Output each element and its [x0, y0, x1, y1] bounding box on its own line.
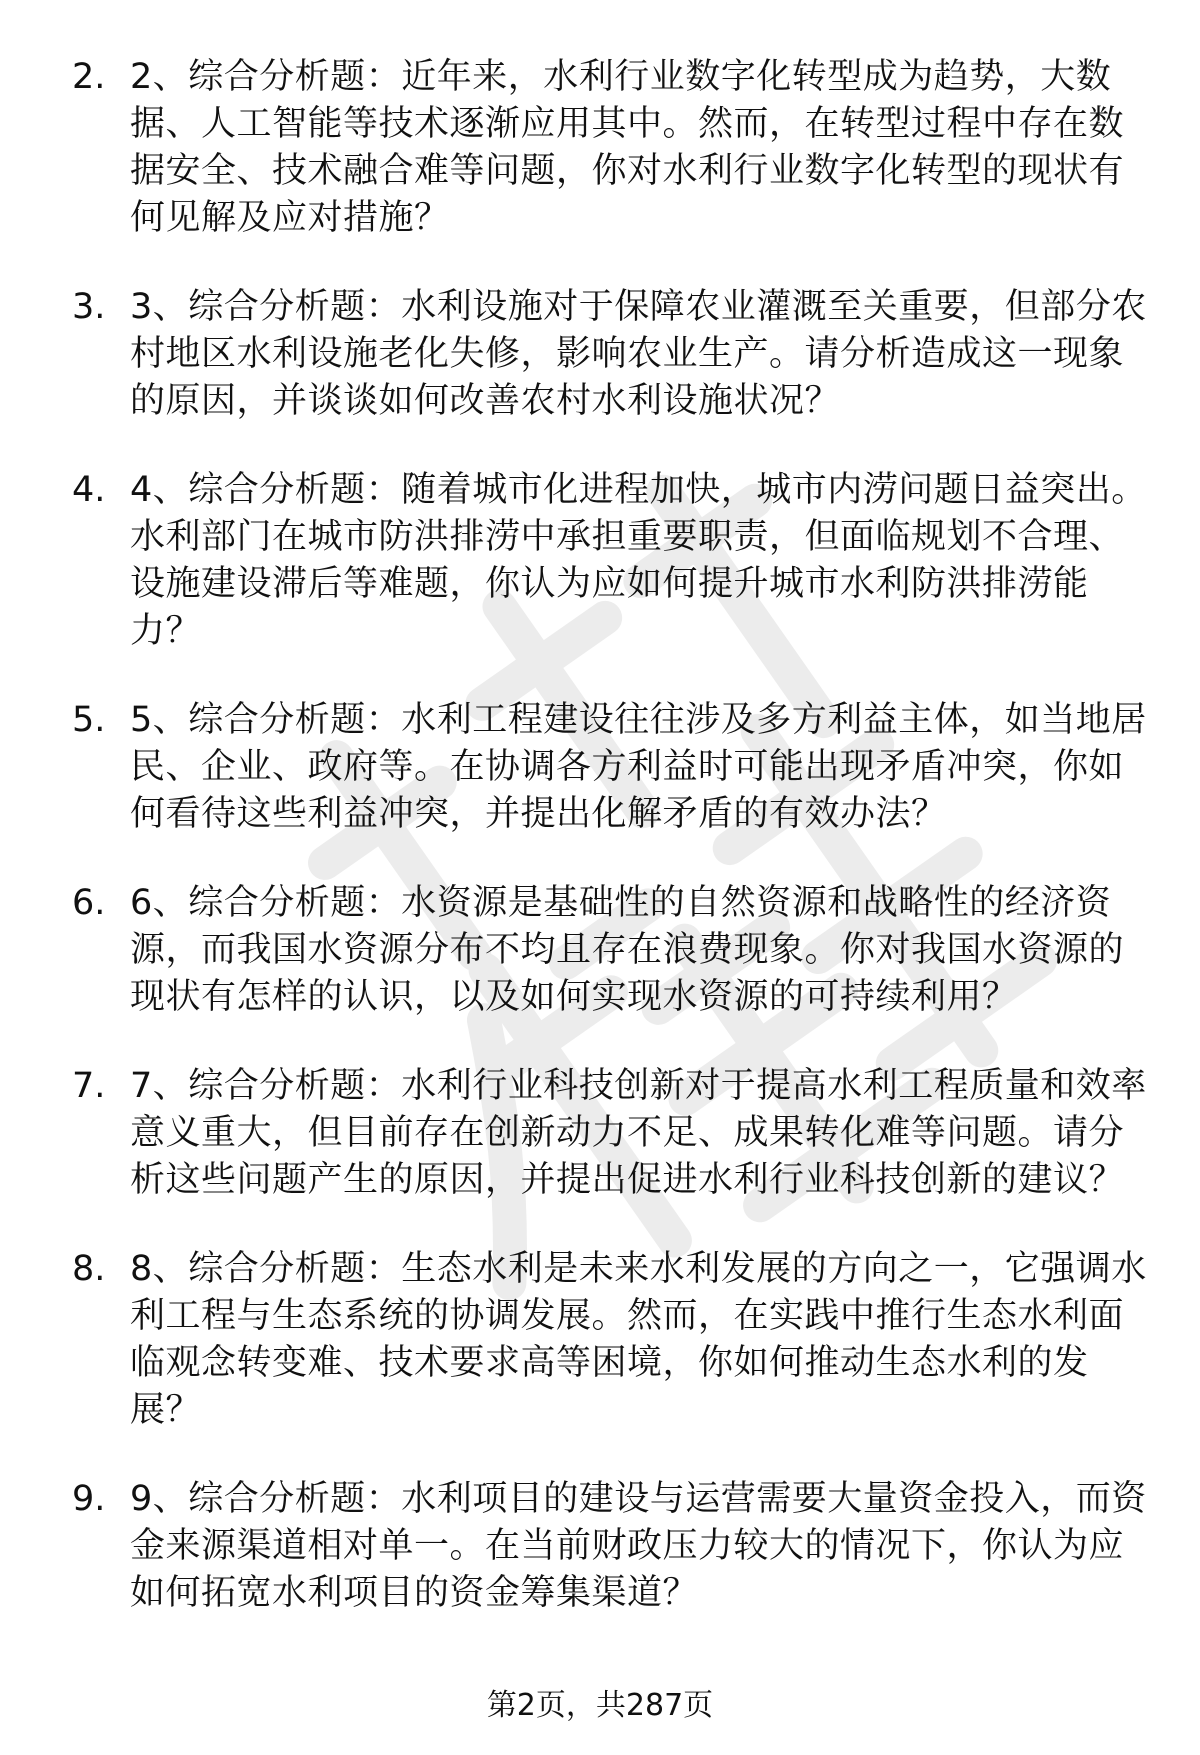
page-footer: 第2页，共287页	[486, 1688, 714, 1723]
question-item-3	[72, 284, 1152, 425]
question-text: 2、综合分析题：近年来，水利行业数字化转型成为趋势，大数据、人工智能等技术逐渐应用其中。然而，在转型过程中存在数据安全、技术融合难等问题，你对水利行业数字化转型的现状有何见解及应对措施？	[130, 57, 1125, 238]
question-number: 4.	[72, 470, 106, 510]
question-item-6	[72, 880, 1152, 1021]
question-number: 7.	[72, 1066, 106, 1106]
question-number: 3.	[72, 287, 106, 327]
question-text: 8、综合分析题：生态水利是未来水利发展的方向之一，它强调水利工程与生态系统的协调发展。然而，在实践中推行生态水利面临观念转变难、技术要求高等困境，你如何推动生态水利的发展？	[130, 1249, 1147, 1430]
question-number: 6.	[72, 883, 106, 923]
question-item-2	[72, 54, 1152, 242]
question-text: 9、综合分析题：水利项目的建设与运营需要大量资金投入，而资金来源渠道相对单一。在当前财政压力较大的情况下，你认为应如何拓宽水利项目的资金筹集渠道？	[130, 1479, 1147, 1613]
question-text: 6、综合分析题：水资源是基础性的自然资源和战略性的经济资源，而我国水资源分布不均且存在浪费现象。你对我国水资源的现状有怎样的认识，以及如何实现水资源的可持续利用？	[130, 883, 1125, 1017]
question-text: 3、综合分析题：水利设施对于保障农业灌溉至关重要，但部分农村地区水利设施老化失修，影响农业生产。请分析造成这一现象的原因，并谈谈如何改善农村水利设施状况？	[130, 287, 1147, 421]
question-number: 2.	[72, 57, 106, 97]
question-item-8	[72, 1246, 1152, 1434]
question-list	[72, 54, 1152, 1659]
question-number: 8.	[72, 1249, 106, 1289]
question-text: 5、综合分析题：水利工程建设往往涉及多方利益主体，如当地居民、企业、政府等。在协调各方利益时可能出现矛盾冲突，你如何看待这些利益冲突，并提出化解矛盾的有效办法？	[130, 700, 1147, 834]
question-item-9	[72, 1476, 1152, 1617]
question-item-7	[72, 1063, 1152, 1204]
question-number: 5.	[72, 700, 106, 740]
question-item-4	[72, 467, 1152, 655]
question-text: 4、综合分析题：随着城市化进程加快，城市内涝问题日益突出。水利部门在城市防洪排涝中承担重要职责，但面临规划不合理、设施建设滞后等难题，你认为应如何提升城市水利防洪排涝能力？	[130, 470, 1147, 651]
question-item-5	[72, 697, 1152, 838]
question-text: 7、综合分析题：水利行业科技创新对于提高水利工程质量和效率意义重大，但目前存在创新动力不足、成果转化难等问题。请分析这些问题产生的原因，并提出促进水利行业科技创新的建议？	[130, 1066, 1147, 1200]
question-number: 9.	[72, 1479, 106, 1519]
